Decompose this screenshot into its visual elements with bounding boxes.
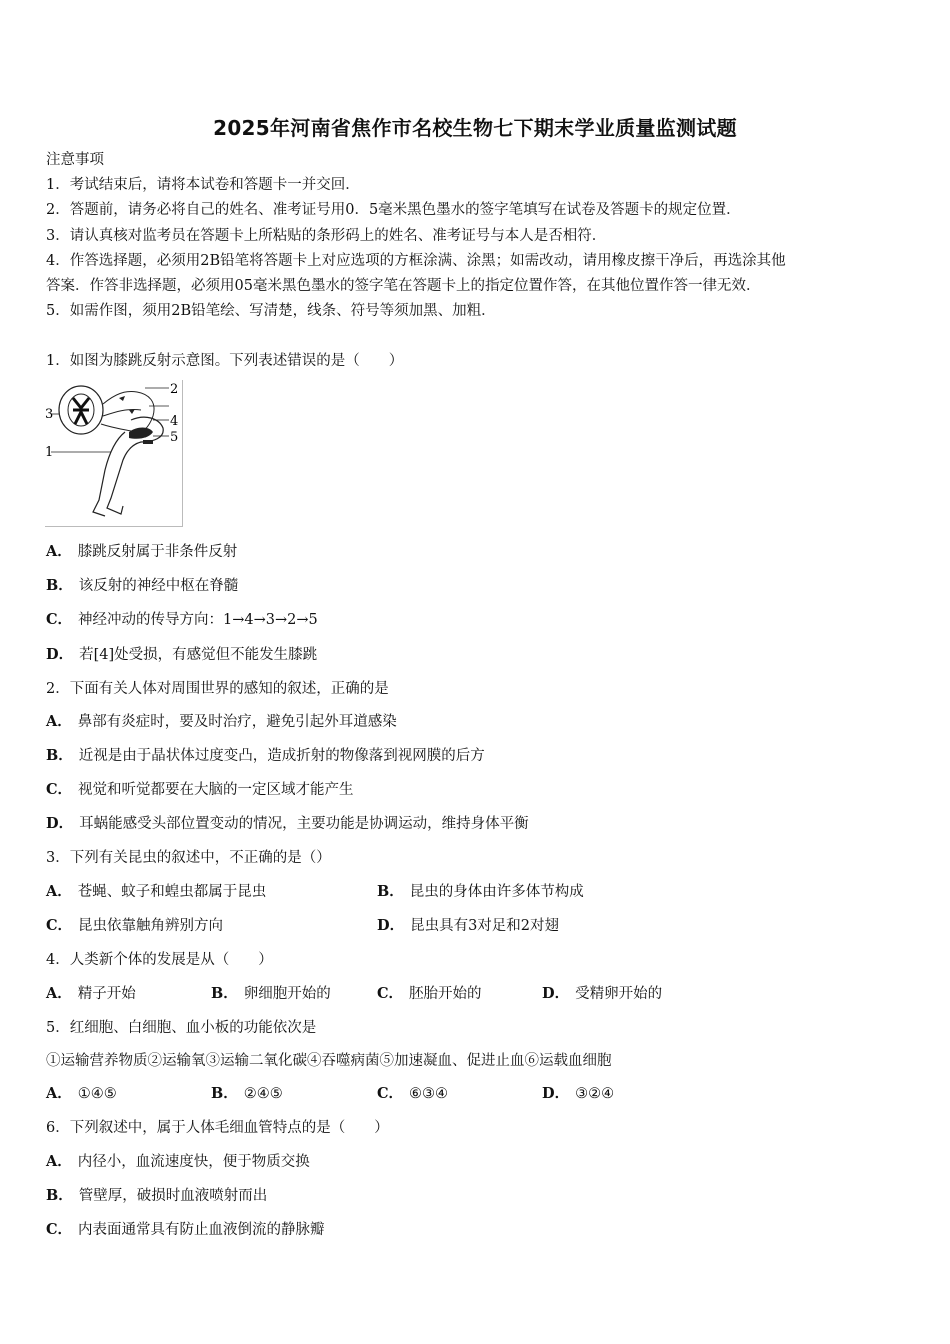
figure-label-5: 5 (170, 430, 179, 445)
notice-heading: 注意事项 (46, 152, 104, 168)
q5-stem: 5．红细胞、白细胞、血小板的功能依次是 (46, 1020, 317, 1036)
notice-item-1: 1．考试结束后，请将本试卷和答题卡一并交回． (46, 177, 360, 193)
notice-item-4: 4．作答选择题，必须用2B铅笔将答题卡上对应选项的方框涂满、涂黑；如需改动，请用橡皮擦干净后，再选涂其他 (46, 253, 786, 269)
notice-item-3: 3．请认真核对监考员在答题卡上所粘贴的条形码上的姓名、准考证号与本人是否相符． (46, 228, 607, 244)
q4-option-a: A． 精子开始 (46, 985, 136, 1002)
notice-item-5: 5．如需作图，须用2B铅笔绘、写清楚，线条、符号等须加黑、加粗． (46, 303, 496, 319)
q3-option-b: B． 昆虫的身体由许多体节构成 (377, 883, 584, 900)
q6-option-b: B． 管壁厚，破损时血液喷射而出 (46, 1187, 268, 1204)
q6-option-a: A． 内径小，血流速度快，便于物质交换 (46, 1153, 310, 1170)
figure-label-2: 2 (170, 382, 179, 397)
q3-stem: 3．下列有关昆虫的叙述中，不正确的是（） (46, 850, 331, 866)
notice-item-2: 2．答题前，请务必将自己的姓名、准考证号用0．5毫米黑色墨水的签字笔填写在试卷及答题卡的规定位置． (46, 202, 741, 218)
q2-option-c: C． 视觉和听觉都要在大脑的一定区域才能产生 (46, 781, 354, 798)
q6-option-c: C． 内表面通常具有防止血液倒流的静脉瓣 (46, 1221, 325, 1238)
q1-option-c: C． 神经冲动的传导方向：1→4→3→2→5 (46, 611, 318, 628)
notice-item-4-cont: 答案．作答非选择题，必须用05毫米黑色墨水的签字笔在答题卡上的指定位置作答，在其他位置作答一律无效． (46, 278, 761, 294)
q4-option-d: D． 受精卵开始的 (542, 985, 663, 1002)
q3-option-d: D． 昆虫具有3对足和2对翅 (377, 917, 560, 934)
figure-label-3: 3 (45, 407, 54, 422)
figure-label-4: 4 (170, 414, 179, 429)
q5-option-b: B． ②④⑤ (211, 1085, 283, 1102)
q5-option-d: D． ③②④ (542, 1085, 615, 1102)
knee-jerk-reflex-figure (45, 380, 183, 527)
exam-title: 2025年河南省焦作市名校生物七下期末学业质量监测试题 (213, 116, 737, 140)
figure-label-1: 1 (45, 445, 54, 460)
q6-stem: 6．下列叙述中，属于人体毛细血管特点的是（ ） (46, 1120, 389, 1136)
q5-option-c: C． ⑥③④ (377, 1085, 449, 1102)
knee-jerk-diagram (45, 380, 182, 526)
q4-option-c: C． 胚胎开始的 (377, 985, 482, 1002)
q2-stem: 2．下面有关人体对周围世界的感知的叙述，正确的是 (46, 681, 389, 697)
q4-option-b: B． 卵细胞开始的 (211, 985, 331, 1002)
q3-option-c: C． 昆虫依靠触角辨别方向 (46, 917, 224, 934)
q2-option-d: D． 耳蜗能感受头部位置变动的情况，主要功能是协调运动，维持身体平衡 (46, 815, 529, 832)
q1-option-a: A． 膝跳反射属于非条件反射 (46, 543, 238, 560)
q3-option-a: A． 苍蝇、蚊子和蝗虫都属于昆虫 (46, 883, 267, 900)
q2-option-a: A． 鼻部有炎症时，要及时治疗，避免引起外耳道感染 (46, 713, 397, 730)
q1-option-d: D． 若[4]处受损，有感觉但不能发生膝跳 (46, 646, 318, 663)
q5-option-a: A． ①④⑤ (46, 1085, 117, 1102)
q1-option-b: B． 该反射的神经中枢在脊髓 (46, 577, 239, 594)
q1-stem: 1．如图为膝跳反射示意图。下列表述错误的是（ ） (46, 353, 404, 369)
q5-choices: ①运输营养物质②运输氧③运输二氧化碳④吞噬病菌⑤加速凝血、促进止血⑥运载血细胞 (46, 1053, 612, 1069)
q2-option-b: B． 近视是由于晶状体过度变凸，造成折射的物像落到视网膜的后方 (46, 747, 485, 764)
q4-stem: 4．人类新个体的发展是从（ ） (46, 952, 273, 968)
